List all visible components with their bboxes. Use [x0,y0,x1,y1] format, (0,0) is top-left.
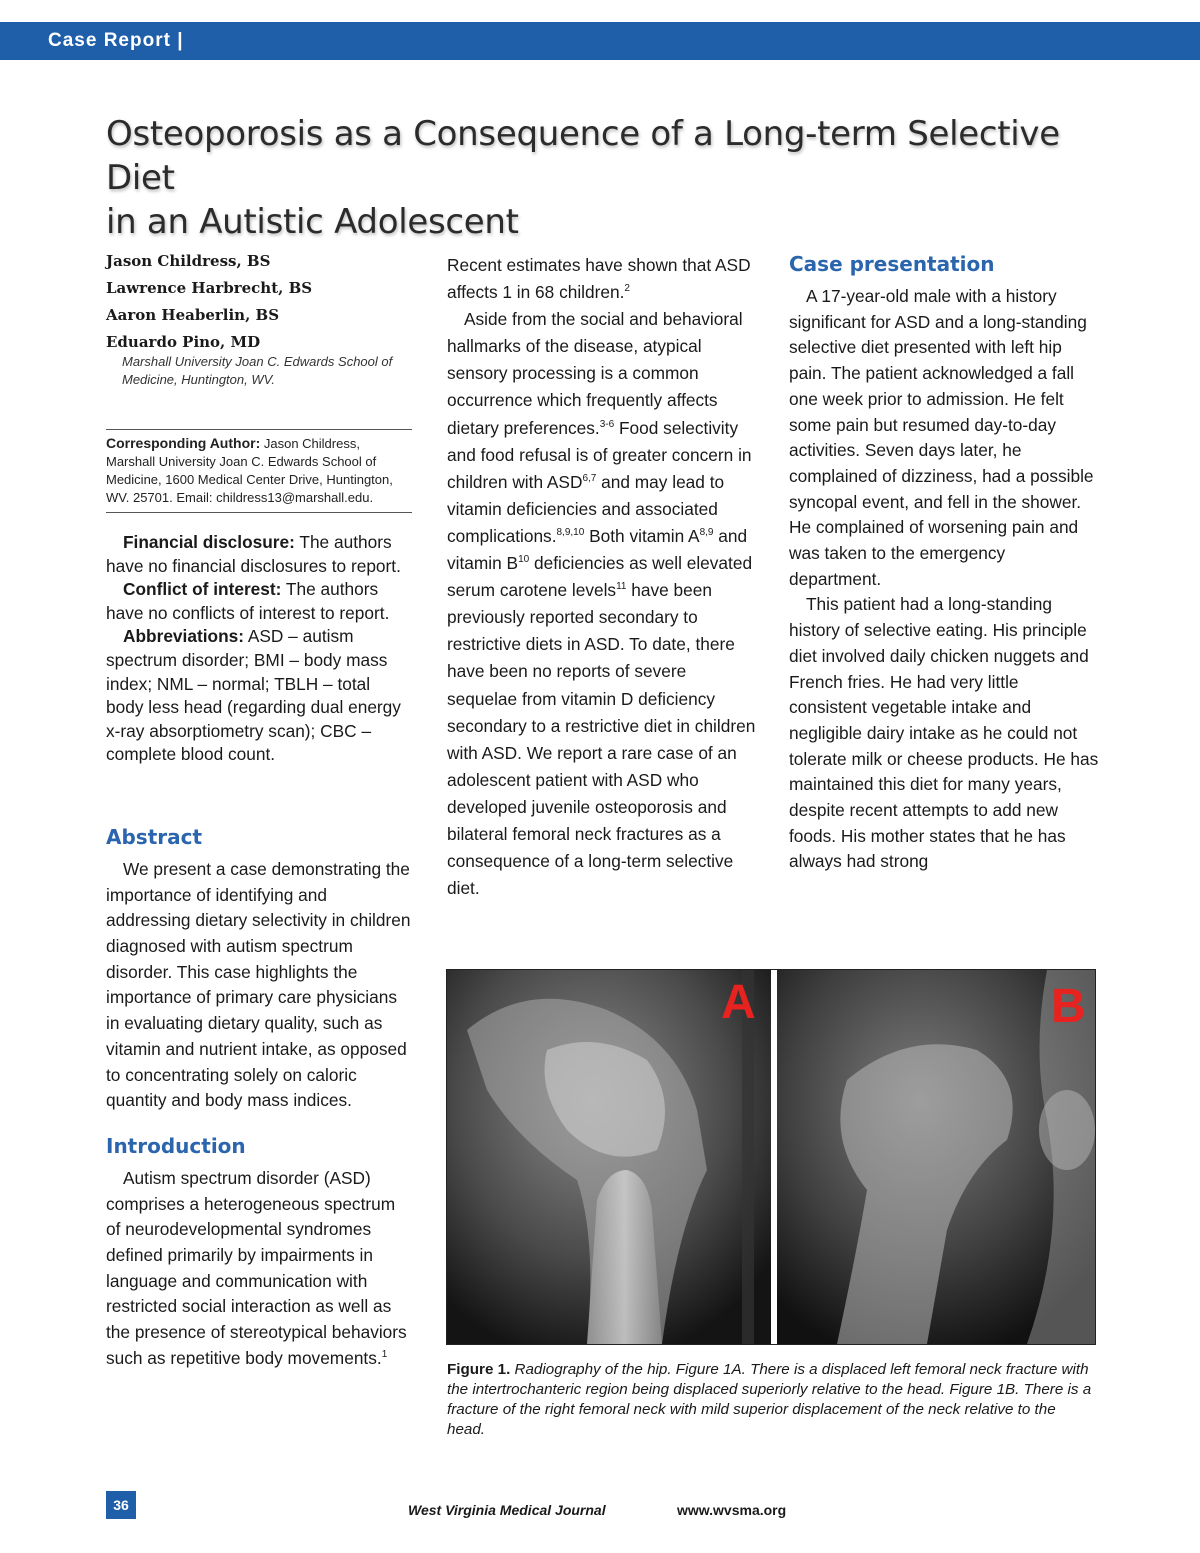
case-presentation-heading: Case presentation [789,252,995,276]
sensory-processing-paragraph [447,306,757,902]
conflict-of-interest [106,578,412,625]
page-number: 36 [106,1491,136,1519]
abbreviations [106,625,412,767]
author-4: Eduardo Pino, MD [106,333,261,351]
introduction-text: Autism spectrum disorder (ASD) comprises a heterogeneous spectrum of neurodevelopmental syndromes defined primarily by impairments in language and communication with restricted social interaction as well as the presence of stereotypical behaviors such as repetitive body movements. [106,1167,407,1368]
author-1: Jason Childress, BS [106,252,271,270]
reference-10: 10 [518,554,530,566]
prevalence-text: Recent estimates have shown that ASD affects 1 in 68 children. [447,255,751,303]
abstract-text: We present a case demonstrating the importance of identifying and addressing dietary selectivity in children diagnosed with autism spectrum disorder. This case highlights the importance of primary care physicians in evaluating dietary quality, such as vitamin and nutrient intake, as opposed to concentrating solely on caloric quantity and body mass indices. [106,858,411,1111]
corresponding-author-box [106,429,412,513]
text-segment: Aside from the social and behavioral hallmarks of the disease, atypical sensory processing is a common occurrence which frequently affects dietary preferences. [447,309,743,438]
column-middle [447,252,757,902]
figure-caption-label: Figure 1. [447,1361,511,1378]
title-line-2: in an Autistic Adolescent [106,202,519,242]
financial-disclosure [106,531,412,578]
section-label: Case Report | [48,30,184,51]
author-3: Aaron Heaberlin, BS [106,306,280,324]
panel-a-label: A [721,976,756,1029]
text-segment: Both vitamin A [584,525,700,546]
conflict-text: The authors have no conflicts of interest to report. [106,579,390,623]
text-segment: have been previously reported secondary to restrictive diets in ASD. To date, there have been no reports of severe sequelae from vitamin D deficiency secondary to a restrictive diet in children with ASD. We report a rare case of an adolescent patient with ASD who developed juvenile osteoporosis and bilateral femoral neck fractures as a consequence of a long-term selective diet. [447,580,756,899]
section-banner [0,22,1200,60]
case-paragraph-2: This patient had a long-standing history of selective eating. His principle diet involved daily chicken nuggets and French fries. He had very little consistent vegetable intake and negligible dairy intake as he could not tolerate milk or cheese products. He has maintained this diet for many years, despite recent attempts to add new foods. His mother states that he has always had strong [789,594,1099,872]
corresponding-author-text: Jason Childress, Marshall University Joan C. Edwards School of Medicine, 1600 Medical Center Drive, Huntington, WV. 25701. Email: childress13@marshall.edu. [106,436,393,505]
introduction-paragraph [106,1166,412,1372]
reference-3-6: 3-6 [599,418,615,430]
title-line-1: Osteoporosis as a Consequence of a Long-term Selective Diet [106,114,1060,198]
figure-caption-text: Radiography of the hip. Figure 1A. There is a displaced left femoral neck fracture with the intertrochanteric region being displaced superiorly relative to the head. Figure 1B. There is a fracture of the right femoral neck with mild superior displacement of the neck relative to the head. [447,1361,1092,1438]
asd-prevalence-paragraph [447,252,757,306]
reference-8-9: 8,9 [699,527,714,539]
radiograph-panel-b [777,970,1095,1344]
journal-name: West Virginia Medical Journal [408,1502,606,1518]
reference-8-9-10: 8,9,10 [556,527,585,539]
text-segment: Food selectivity and food refusal is of greater concern in children with ASD [447,417,752,492]
article-title [106,112,1116,244]
panel-b-label: B [1051,980,1086,1033]
text-segment: deficiencies as well elevated serum carotene levels [447,553,753,601]
radiograph-panel-a [447,970,771,1344]
reference-6-7: 6,7 [582,472,597,484]
financial-disclosure-text: The authors have no financial disclosures to report. [106,532,401,576]
financial-disclosure-label: Financial disclosure: [123,532,295,552]
journal-website[interactable]: www.wvsma.org [677,1502,787,1518]
abstract-heading: Abstract [106,824,203,849]
text-segment: and vitamin B [447,525,748,574]
conflict-label: Conflict of interest: [123,579,282,600]
introduction-heading: Introduction [106,1133,246,1158]
case-paragraph-1: A 17-year-old male with a history significant for ASD and a long-standing selective diet presented with left hip pain. The patient acknowledged a fall one week prior to admission. He felt some pain but resumed day-to-day activities. Seven days later, he complained of dizziness, had a possible syncopal event, and fell in the shower. He complained of worsening pain and was taken to the emergency department. [789,286,1094,589]
column-left [106,252,412,1372]
reference-2: 2 [624,283,630,295]
corresponding-author-label: Corresponding Author: [106,435,261,451]
radiograph-figure [446,969,1096,1345]
abbreviations-label: Abbreviations: [123,626,244,647]
panel-divider [771,970,777,1344]
text-segment: and may lead to vitamin deficiencies and associated complications. [447,471,725,546]
abbreviations-text: ASD – autism spectrum disorder; BMI – body mass index; NML – normal; TBLH – total body less head (regarding dual energy x-ray absorptiometry scan); CBC – complete blood count. [106,626,401,765]
hip-radiographs [447,970,1095,1344]
figure-caption [447,1360,1097,1440]
author-affiliation: Marshall University Joan C. Edwards School of Medicine, Huntington, WV. [122,354,393,387]
author-2: Lawrence Harbrecht, BS [106,279,313,297]
reference-11: 11 [616,581,627,593]
column-right [789,252,1099,875]
disclosures [106,531,412,767]
reference-1: 1 [381,1349,388,1361]
